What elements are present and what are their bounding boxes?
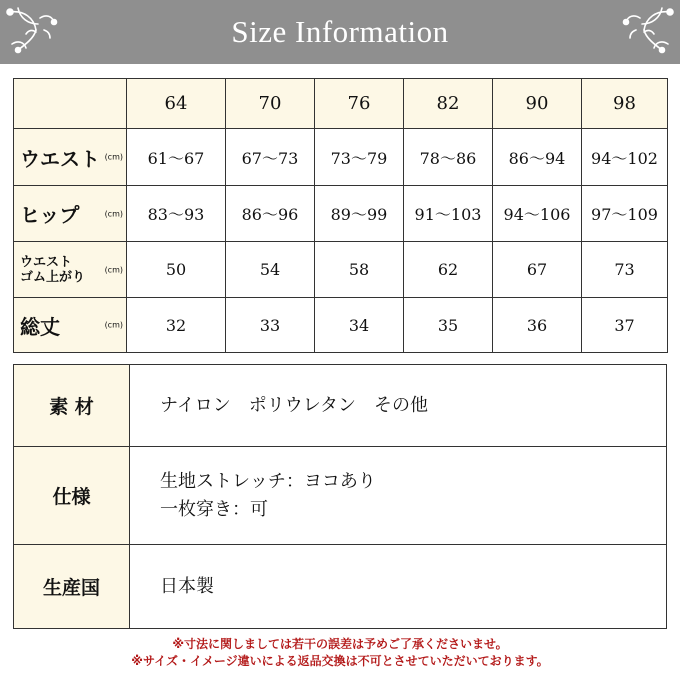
table-cell: 83〜93	[127, 186, 226, 242]
table-cell: 94〜106	[493, 186, 582, 242]
spec-row	[14, 365, 667, 447]
notes	[0, 636, 680, 670]
spec-value-line: 一枚穿き：可	[160, 498, 268, 520]
spec-label-specification: 仕様	[14, 447, 130, 545]
table-cell: 33	[226, 298, 315, 353]
row-label-hip	[14, 186, 127, 242]
table-cell: 97〜109	[582, 186, 668, 242]
table-cell: 58	[315, 242, 404, 298]
table-cell: 35	[404, 298, 493, 353]
spec-value-line: ナイロン ポリウレタン その他	[160, 394, 429, 416]
spec-row	[14, 545, 667, 629]
row-label-text: ウエスト	[20, 146, 100, 171]
unit-label: (cm)	[104, 320, 123, 330]
table-cell: 86〜94	[493, 129, 582, 186]
table-cell: 89〜99	[315, 186, 404, 242]
row-label-total-length	[14, 298, 127, 353]
table-cell: 86〜96	[226, 186, 315, 242]
table-cell: 67〜73	[226, 129, 315, 186]
table-cell: 78〜86	[404, 129, 493, 186]
size-column-header: 76	[315, 79, 404, 129]
table-row	[14, 129, 668, 186]
size-column-header: 90	[493, 79, 582, 129]
table-cell: 67	[493, 242, 582, 298]
corner-cell	[14, 79, 127, 129]
page-title: Size Information	[231, 14, 449, 49]
unit-label: (cm)	[104, 209, 123, 218]
size-header-row	[14, 79, 668, 129]
table-cell: 73	[582, 242, 668, 298]
table-cell: 91〜103	[404, 186, 493, 242]
row-label-waist	[14, 129, 127, 186]
size-column-header: 64	[127, 79, 226, 129]
table-row	[14, 242, 668, 298]
row-label-text: ヒップ	[20, 203, 80, 227]
spec-value-line: 生地ストレッチ：ヨコあり	[160, 470, 376, 492]
table-row	[14, 186, 668, 242]
size-column-header: 82	[404, 79, 493, 129]
spec-row	[14, 447, 667, 545]
note-line: ※寸法に関しましては若干の誤差は予めご了承くださいませ。	[172, 637, 508, 651]
row-label-waist-rubber	[14, 242, 127, 298]
row-label-text: ウエスト	[20, 254, 73, 270]
table-cell: 73〜79	[315, 129, 404, 186]
spec-value-origin	[130, 545, 667, 629]
table-cell: 34	[315, 298, 404, 353]
spec-value-line: 日本製	[160, 575, 214, 597]
row-label-text: ゴム上がり	[20, 269, 86, 285]
spec-label-origin: 生産国	[14, 545, 130, 629]
table-cell: 37	[582, 298, 668, 353]
table-cell: 62	[404, 242, 493, 298]
unit-label: (cm)	[104, 152, 123, 162]
size-table	[13, 78, 668, 353]
row-label-text: 総丈	[20, 314, 60, 339]
table-cell: 94〜102	[582, 129, 668, 186]
unit-label: (cm)	[104, 265, 123, 274]
table-cell: 61〜67	[127, 129, 226, 186]
size-column-header: 98	[582, 79, 668, 129]
spec-table	[13, 364, 667, 629]
table-cell: 36	[493, 298, 582, 353]
table-cell: 50	[127, 242, 226, 298]
table-row	[14, 298, 668, 353]
spec-label-material: 素 材	[14, 365, 130, 447]
note-line: ※サイズ・イメージ違いによる返品交換は不可とさせていただいております。	[131, 654, 549, 668]
spec-value-specification	[130, 447, 667, 545]
spec-value-material	[130, 365, 667, 447]
size-column-header: 70	[226, 79, 315, 129]
table-cell: 54	[226, 242, 315, 298]
table-cell: 32	[127, 298, 226, 353]
